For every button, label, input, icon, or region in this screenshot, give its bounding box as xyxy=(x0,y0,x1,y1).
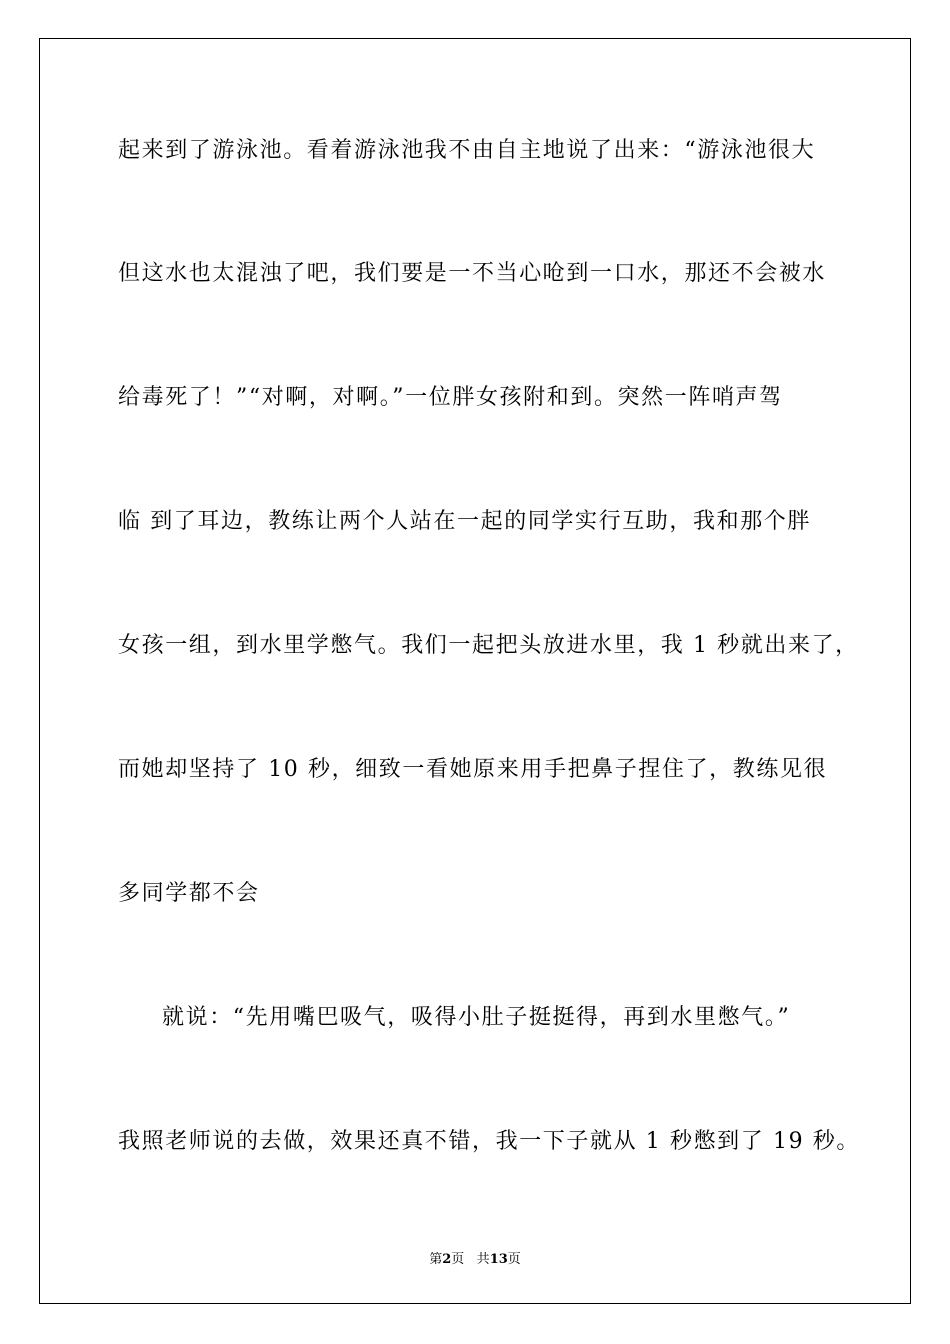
text-line-9: 我照老师说的去做，效果还真不错，我一下子就从 1 秒憋到了 19 秒。 xyxy=(118,1129,860,1154)
footer-prefix: 第 xyxy=(429,1252,443,1267)
footer-page-number: 2 xyxy=(442,1252,452,1267)
text-line-5: 女孩一组，到水里学憋气。我们一起把头放进水里，我 1 秒就出来了， xyxy=(118,633,859,658)
page-border xyxy=(39,38,911,1304)
text-line-1: 起来到了游泳池。看着游泳池我不由自主地说了出来：“游泳池很大 xyxy=(118,138,816,163)
footer-total-suffix: 页 xyxy=(507,1252,521,1267)
text-line-4: 临 到了耳边，教练让两个人站在一起的同学实行互助，我和那个胖 xyxy=(118,509,811,534)
text-line-6: 而她却坚持了 10 秒，细致一看她原来用手把鼻子捏住了，教练见很 xyxy=(118,757,828,782)
text-line-3: 给毒死了！”“对啊，对啊。”一位胖女孩附和到。突然一阵哨声驾 xyxy=(118,385,783,410)
text-line-2: 但这水也太混浊了吧，我们要是一不当心呛到一口水，那还不会被水 xyxy=(118,261,827,286)
footer-total-prefix: 共 xyxy=(476,1252,490,1267)
footer-page-suffix: 页 xyxy=(451,1252,465,1267)
footer-total-pages: 13 xyxy=(489,1252,508,1267)
text-line-7: 多同学都不会 xyxy=(118,881,260,906)
text-line-8: 就说：“先用嘴巴吸气，吸得小肚子挺挺得，再到水里憋气。” xyxy=(162,1005,791,1030)
page-footer xyxy=(0,1248,950,1267)
